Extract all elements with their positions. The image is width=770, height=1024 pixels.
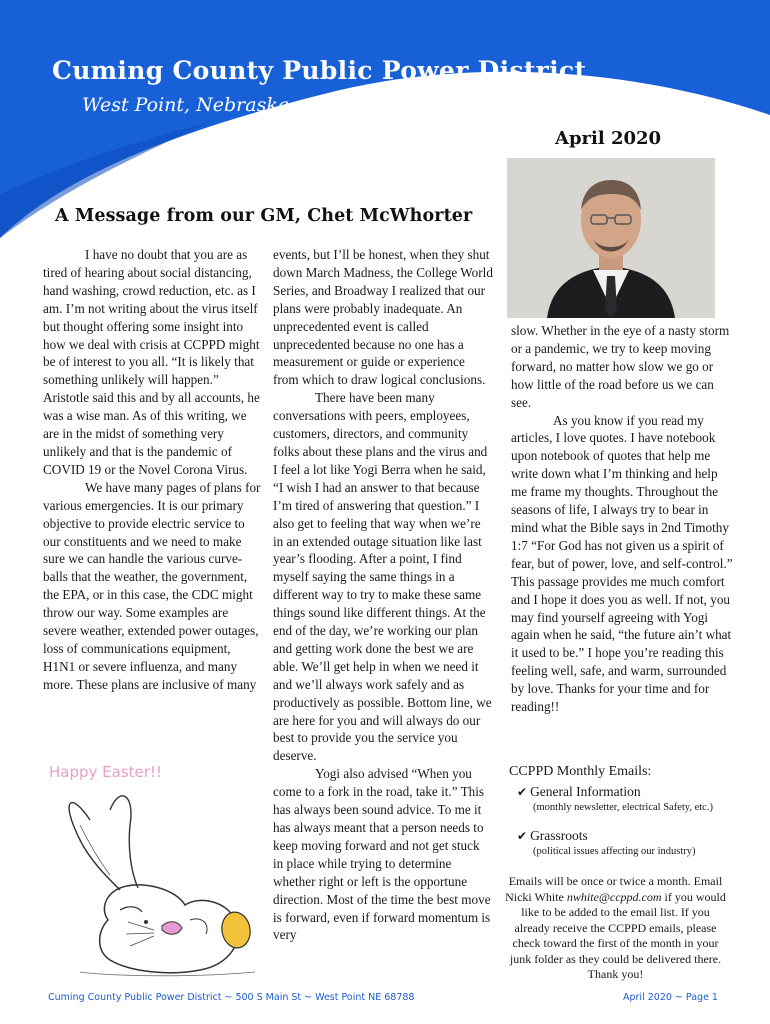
- email-option-desc: (monthly newsletter, electrical Safety, etc.): [533, 802, 713, 813]
- article-paragraph: slow. Whether in the eye of a nasty storm or a pandemic, we try to keep moving forward, no matter how slow we go or how little of the road before us we can see.: [511, 323, 730, 410]
- email-option-desc: (political issues affecting our industry): [533, 846, 696, 857]
- emails-note-text: if you would like to be added to the email list. If you already receive the CCPPD emails, please check toward the first of the month in your junk folder as they could be delivered there. Thank you!: [509, 889, 726, 981]
- article-paragraph: We have many pages of plans for various emergencies. It is our primary objective to provide electric service to our constituents and we need to make sure we can handle the various curve-balls that the weather, the government, the EPA, or in this case, the CDC might throw our way. Some examples are severe weather, extended power outages, loss of communications equipment, H1N1 or severe influenza, and many more. These plans are inclusive of many: [43, 479, 261, 692]
- footer-page-number: April 2020 ~ Page 1: [623, 992, 718, 1003]
- checkmark-icon: ✔: [517, 829, 528, 843]
- article-paragraph: There have been many conversations with peers, employees, customers, directors, and community folks about these plans and the virus and I feel a lot like Yogi Berra when he said, “I wish I had an answer to that because I’m tired of answering that question.” I also get to feeling that way when we’re in an extended outage situation like last year’s flooding. After a point, I find myself saying the same things in a different way to try to make these same things sound like different things. At the end of the day, we’re working our plan and getting work done the best we are able. We’ll get help in when we need it and we’ll always work safely and as productively as possible. Bottom line, we are here for you and will always do our best to provide you the service you deserve.: [273, 390, 492, 764]
- org-location: West Point, Nebraska: [82, 94, 290, 116]
- article-paragraph: I have no doubt that you are as tired of hearing about social distancing, hand washing, crowd reduction, etc. as I am. I’m not writing about the virus itself but thought offering some insight into how we deal with crisis at CCPPD might be of interest to you all. “It is likely that something unlikely will happen.” Aristotle said this and by all accounts, he was a wise man. As of this writing, we are in the midst of something very unlikely and that is the pandemic of COVID 19 or the Novel Corona Virus.: [43, 247, 260, 477]
- emails-note-text: Emails will be once or twice a month. Email Nicki White: [505, 874, 723, 904]
- org-title: Cuming County Public Power District: [52, 56, 587, 85]
- article-column-1: [43, 246, 261, 694]
- checkmark-icon: ✔: [517, 785, 528, 799]
- article-headline: A Message from our GM, Chet McWhorter: [55, 206, 473, 226]
- email-option-label: Grassroots: [530, 828, 588, 843]
- contact-email-link[interactable]: nwhite@ccppd.com: [566, 889, 662, 904]
- article-column-2: [273, 246, 493, 944]
- emails-title: CCPPD Monthly Emails:: [509, 764, 652, 779]
- email-option-general: [517, 784, 726, 816]
- issue-date: April 2020: [555, 128, 662, 149]
- email-option-label: General Information: [530, 784, 641, 799]
- gm-portrait-photo: [507, 158, 715, 318]
- monthly-emails-box: [505, 764, 726, 983]
- gm-portrait-icon: [507, 158, 715, 318]
- article-paragraph: Yogi also advised “When you come to a fork in the road, take it.” This has always been sound advice. To me it has always meant that a person needs to keep moving forward and not get stuck in place while trying to determine whether right or left is the opportune direction. Most of the time the best move is forward, even if forward momentum is very: [273, 766, 491, 943]
- article-column-3: [511, 322, 733, 716]
- easter-greeting: Happy Easter!!: [49, 763, 162, 781]
- article-paragraph: events, but I’ll be honest, when they shut down March Madness, the College World Series, and Broadway I realized that our plans were probably inadequate. An unprecedented event is called unprecedented because no one has a measurement or guide or experience from which to draw logical conclusions.: [273, 247, 493, 388]
- email-option-grassroots: [517, 828, 726, 860]
- easter-bunny-illustration-icon: [50, 780, 260, 980]
- emails-note: [505, 874, 726, 983]
- article-paragraph: As you know if you read my articles, I love quotes. I have notebook upon notebook of quotes that help me write down what I’m thinking and help me frame my thoughts. Throughout the seasons of life, I always try to bear in mind what the Bible says in 2nd Timothy 1:7 “For God has not given us a spirit of fear, but of power, love, and self-control.” This passage provides me much comfort and I hope it does you as well. If not, you may find yourself agreeing with Yogi again when he said, “the future ain’t what it used to be.” I hope you’re reading this feeling well, safe, and warm, surrounded by love. Thanks for your time and for reading!!: [511, 412, 733, 715]
- footer-address: Cuming County Public Power District ~ 500 S Main St ~ West Point NE 68788: [48, 992, 415, 1003]
